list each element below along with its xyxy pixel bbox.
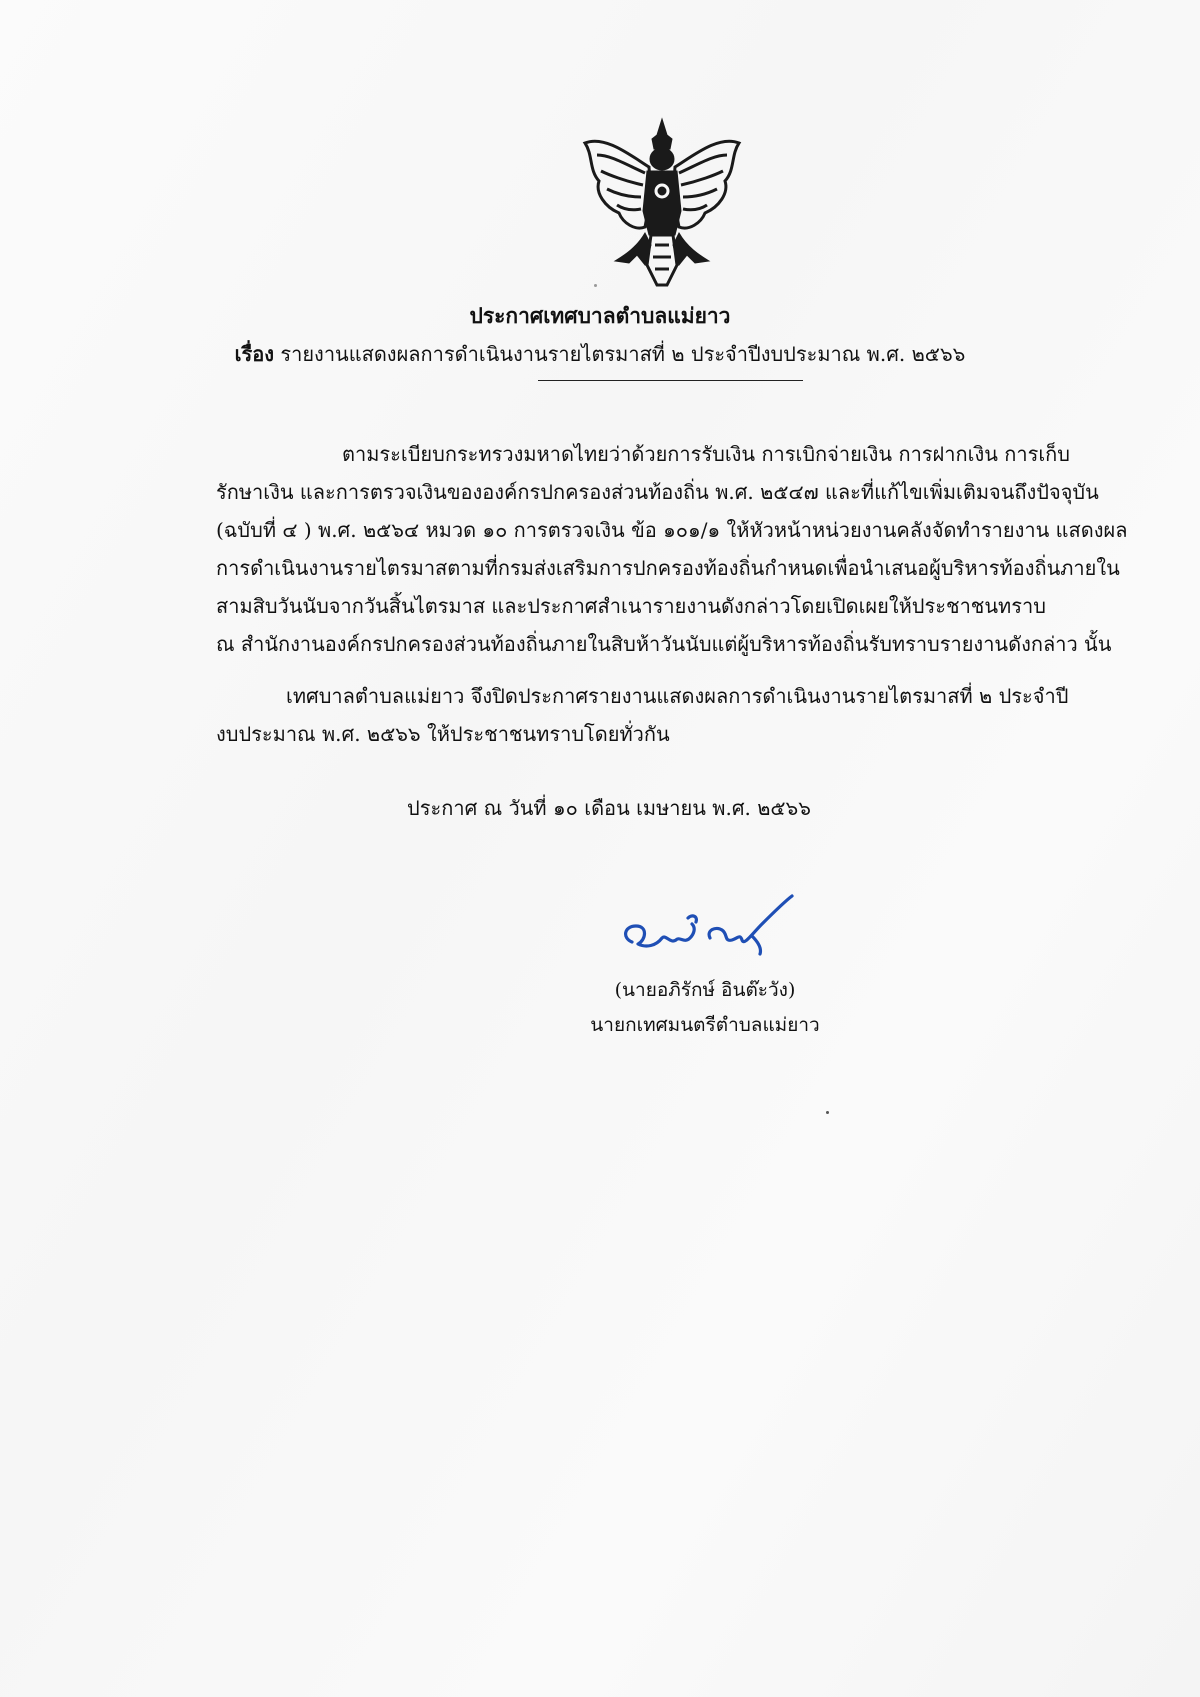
paragraph1-line: รักษาเงิน และการตรวจเงินขององค์กรปกครองส่วนท้องถิ่น พ.ศ. ๒๕๔๗ และที่แก้ไขเพิ่มเติมจนถึงปัจจุบัน [216,480,1099,504]
paragraph2-line: เทศบาลตำบลแม่ยาว จึงปิดประกาศรายงานแสดงผลการดำเนินงานรายไตรมาสที่ ๒ ประจำปี [286,684,1069,708]
paragraph1-line: การดำเนินงานรายไตรมาสตามที่กรมส่งเสริมการปกครองท้องถิ่นกำหนดเพื่อนำเสนอผู้บริหารท้องถิ่นภายใน [216,556,1120,580]
paragraph1-line: ตามระเบียบกระทรวงมหาดไทยว่าด้วยการรับเงิน การเบิกจ่ายเงิน การฝากเงิน การเก็บ [342,442,1070,466]
title-divider [538,380,803,381]
paragraph1-line: สามสิบวันนับจากวันสิ้นไตรมาส และประกาศสำเนารายงานดังกล่าวโดยเปิดเผยให้ประชาชนทราบ [216,594,1046,618]
signature-image [612,894,812,979]
garuda-emblem-icon [575,115,750,290]
signer-title: นายกเทศมนตรีตำบลแม่ยาว [590,1014,820,1036]
subject-text: รายงานแสดงผลการดำเนินงานรายไตรมาสที่ ๒ ประจำปีงบประมาณ พ.ศ. ๒๕๖๖ [280,342,966,366]
date-line: ประกาศ ณ วันที่ ๑๐ เดือน เมษายน พ.ศ. ๒๕๖๖ [407,796,811,820]
paper-speck [594,284,597,287]
paper-speck [826,1111,829,1114]
signer-name: (นายอภิรักษ์ อินต๊ะวัง) [614,979,796,1001]
subject-line [0,338,1200,370]
paragraph2-line: งบประมาณ พ.ศ. ๒๕๖๖ ให้ประชาชนทราบโดยทั่วกัน [216,722,670,746]
subject-label: เรื่อง [234,342,274,366]
paragraph1-line: (ฉบับที่ ๔ ) พ.ศ. ๒๕๖๔ หมวด ๑๐ การตรวจเงิน ข้อ ๑๐๑/๑ ให้หัวหน้าหน่วยงานคลังจัดทำรายงาน แสดงผล [216,518,1128,542]
paragraph1-line: ณ สำนักงานองค์กรปกครองส่วนท้องถิ่นภายในสิบห้าวันนับแต่ผู้บริหารท้องถิ่นรับทราบรายงานดังกล่าว นั้น [216,632,1112,656]
announcement-title: ประกาศเทศบาลตำบลแม่ยาว [469,303,731,328]
